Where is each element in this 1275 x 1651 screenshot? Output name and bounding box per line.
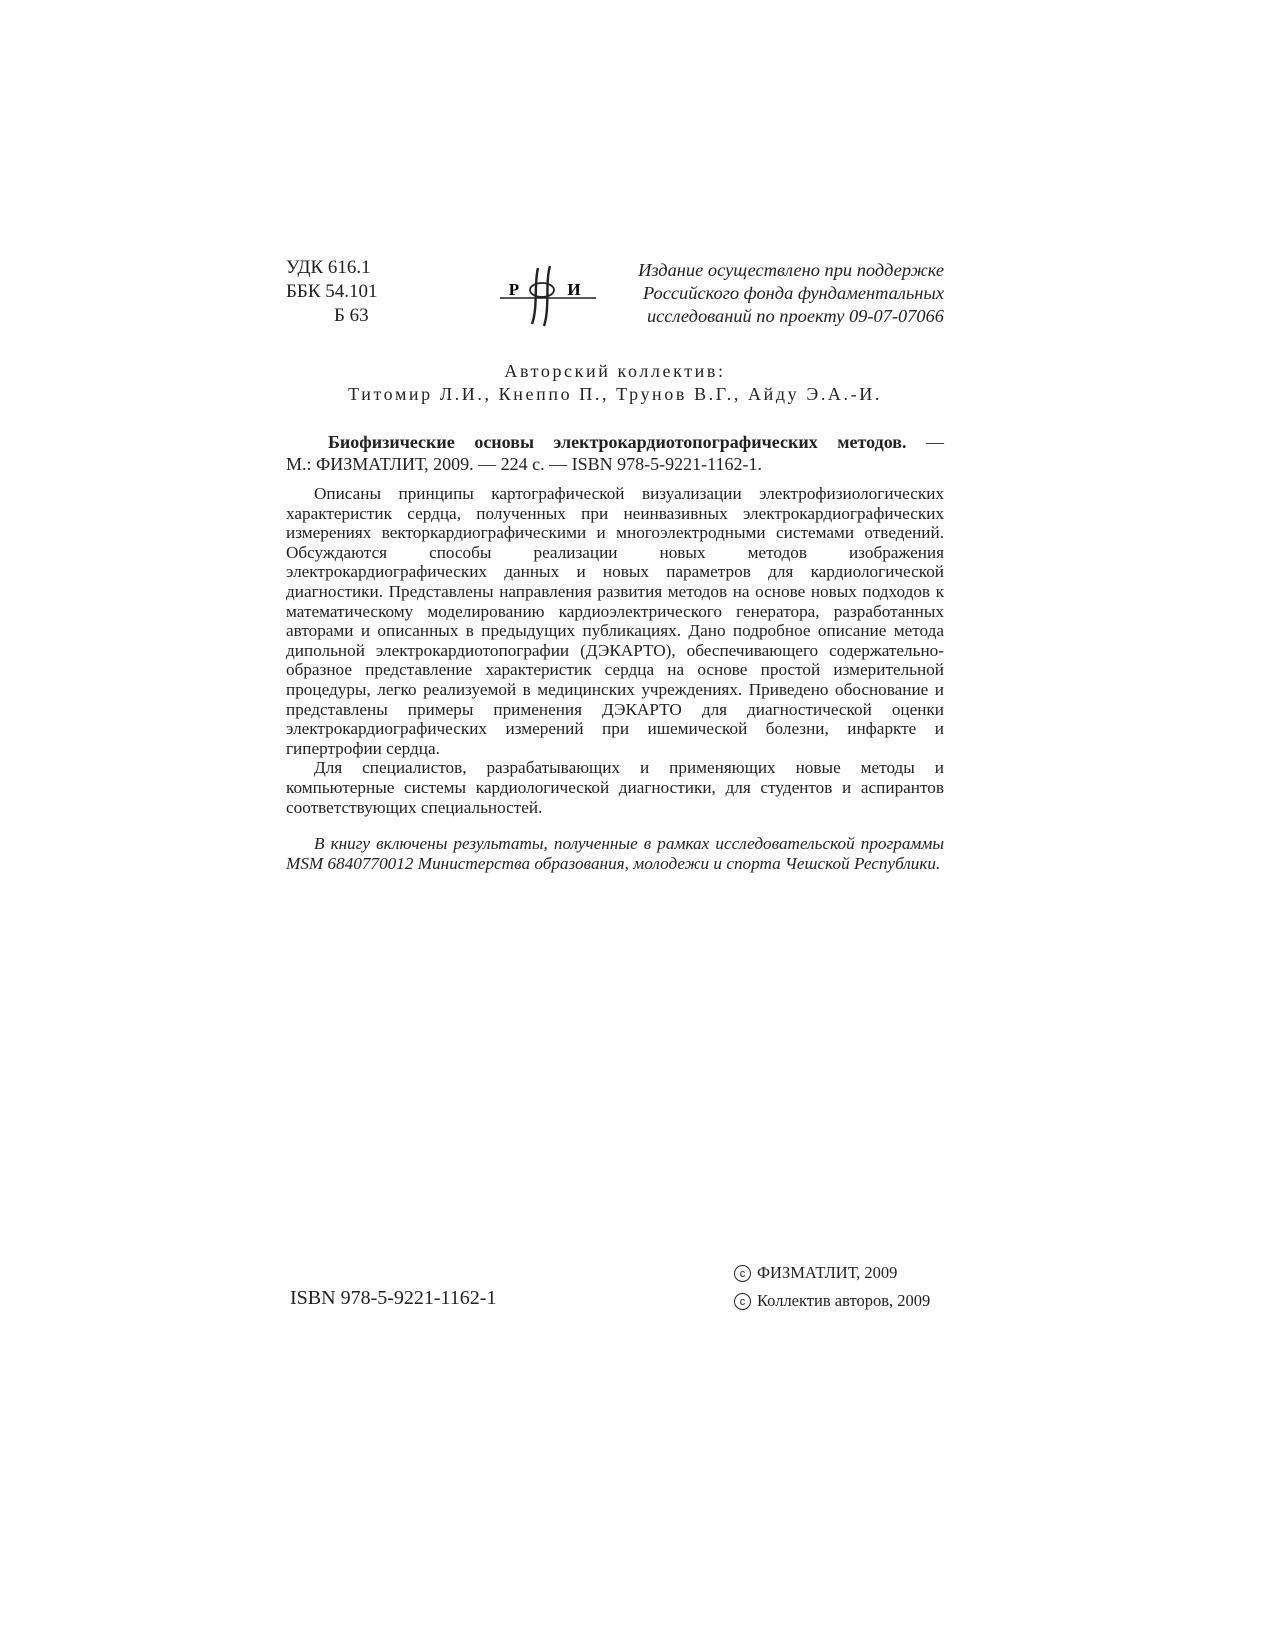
copyright-row bbox=[734, 1287, 930, 1315]
funding-note bbox=[604, 259, 944, 328]
copyright-row bbox=[734, 1259, 930, 1287]
abstract-paragraph-2: Для специалистов, разрабатывающих и применяющих новые методы и компьютерные системы кардиологической диагностики, для студентов и аспирантов соответствующих специальностей. bbox=[286, 758, 944, 817]
citation-dash: — bbox=[906, 432, 945, 452]
classification-codes bbox=[286, 256, 378, 328]
copyright-authors: Коллектив авторов, 2009 bbox=[757, 1291, 931, 1310]
citation-imprint: М.: ФИЗМАТЛИТ, 2009. — 224 с. — ISBN 978-5-9221-1162-1. bbox=[286, 454, 762, 474]
bbk-code: ББК 54.101 bbox=[286, 281, 378, 302]
copyright-block bbox=[734, 1259, 930, 1315]
citation-line-1 bbox=[286, 431, 944, 453]
copyright-publisher: ФИЗМАТЛИТ, 2009 bbox=[757, 1263, 898, 1282]
bibliographic-citation bbox=[286, 431, 944, 475]
funding-line-2: Российского фонда фундаментальных bbox=[642, 283, 944, 303]
logo-letter-r: Р bbox=[508, 280, 520, 299]
authors-heading: Авторский коллектив: bbox=[504, 361, 726, 381]
abstract-paragraph-1: Описаны принципы картографической визуализации электрофизиологических характеристик сердца, полученных при неинвазивных электрокардиографических измерениях векторкардиографическими и многоэлектродными системами отведений. Обсуждаются способы реализации новых методов изображения электрокардиографических данных и новых параметров для кардиологической диагностики. Представлены направления развития методов на основе новых подходов к математическому моделированию кардиоэлектрического генератора, разработанных авторами и описанных в предыдущих публикациях. Дано подробное описание метода дипольной электрокардиотопографии (ДЭКАРТО), обеспечивающего содержательно-образное представление характеристик сердца на основе простой измерительной процедуры, легко реализуемой в медицинских учреждениях. Приведено обоснование и представлены примеры применения ДЭКАРТО для диагностической оценки электрокардиографических измерений при ишемической болезни, инфаркте и гипертрофии сердца. bbox=[286, 484, 944, 758]
book-title: Биофизические основы электрокардиотопографических методов. bbox=[328, 432, 907, 452]
research-note bbox=[286, 834, 944, 873]
copyright-icon: c bbox=[734, 1265, 751, 1282]
copyright-icon: c bbox=[734, 1293, 751, 1310]
authors-names: Титомир Л.И., Кнеппо П., Трунов В.Г., Айду Э.А.-И. bbox=[348, 384, 882, 404]
funding-line-1: Издание осуществлено при поддержке bbox=[638, 260, 944, 280]
authors-block bbox=[286, 360, 944, 406]
rffi-logo-icon bbox=[498, 262, 598, 330]
logo-letter-i: И bbox=[567, 280, 581, 299]
abstract bbox=[286, 484, 944, 817]
isbn: ISBN 978-5-9221-1162-1 bbox=[290, 1287, 497, 1309]
funding-line-3: исследований по проекту 09-07-07066 bbox=[646, 306, 944, 326]
udk-code: УДК 616.1 bbox=[286, 257, 371, 278]
author-mark: Б 63 bbox=[334, 305, 369, 326]
research-note-text: В книгу включены результаты, полученные в рамках исследовательской программы MSM 6840770012 Министерства образования, молодежи и спорта Чешской Республики. bbox=[286, 834, 944, 873]
